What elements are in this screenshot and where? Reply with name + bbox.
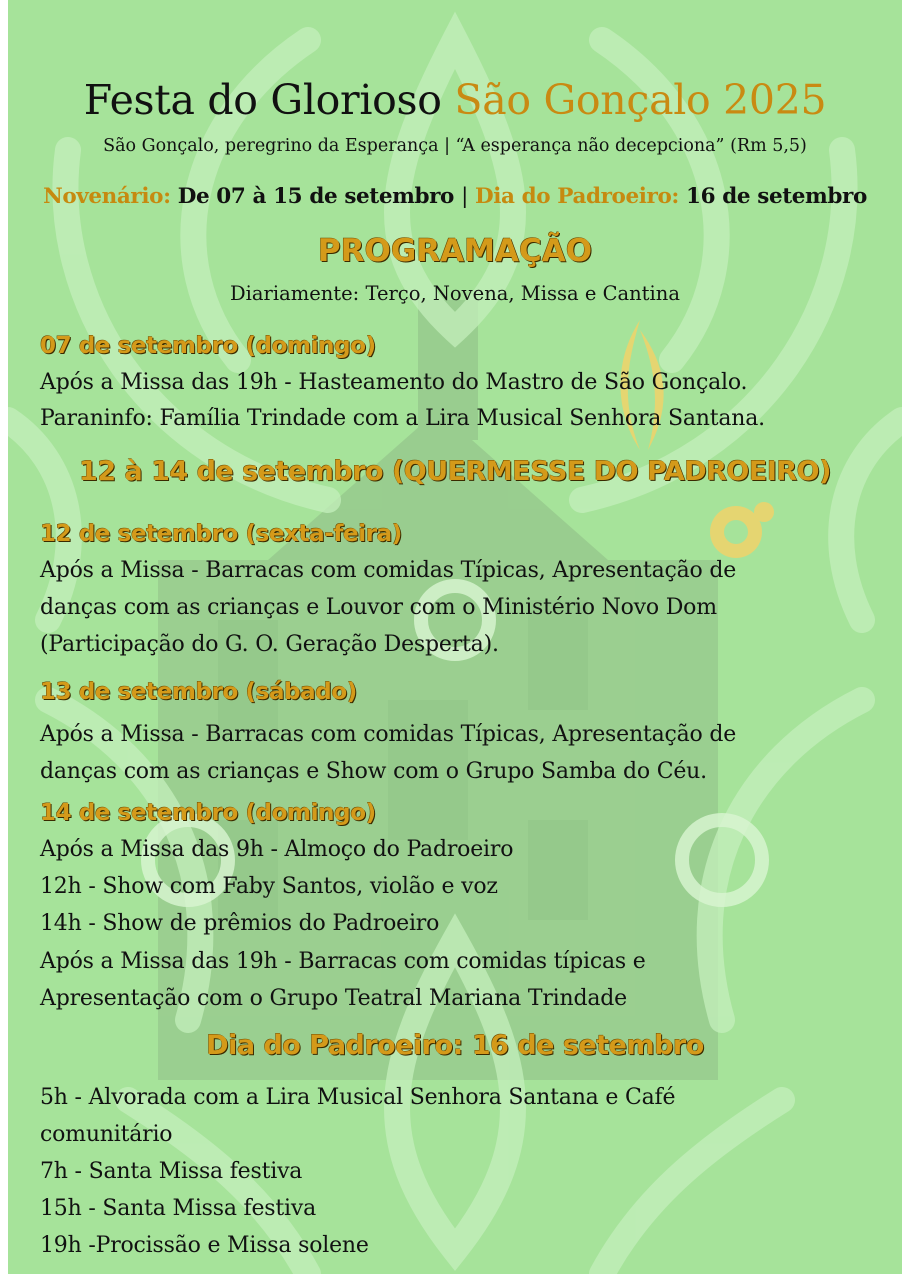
novenario-label: Novenário: [43, 184, 171, 209]
event-line: (Participação do G. O. Geração Desperta). [40, 632, 499, 657]
section-heading-sep13: 13 de setembro (sábado) [40, 679, 357, 705]
quermesse-heading: 12 à 14 de setembro (QUERMESSE DO PADROEIRO) [79, 456, 831, 487]
flyer-page [8, 0, 902, 1274]
event-line: Após a Missa - Barracas com comidas Típicas, Apresentação de [40, 722, 737, 747]
page-title [8, 74, 902, 126]
event-line: Após a Missa - Barracas com comidas Típicas, Apresentação de [40, 558, 737, 583]
padroeiro-label: Dia do Padroeiro: [467, 184, 679, 209]
event-line: Apresentação com o Grupo Teatral Mariana Trindade [40, 986, 627, 1011]
event-line: danças com as crianças e Louvor com o Ministério Novo Dom [40, 595, 717, 620]
dates-separator: | [461, 184, 468, 209]
title-main: Festa do Glorioso [83, 76, 455, 124]
section-heading-sep14: 14 de setembro (domingo) [40, 800, 376, 826]
event-line: Após a Missa das 19h - Barracas com comidas típicas e [40, 949, 646, 974]
event-line: 5h - Alvorada com a Lira Musical Senhora Santana e Café [40, 1085, 676, 1110]
programacao-heading: PROGRAMAÇÃO [317, 233, 593, 269]
event-line: 14h - Show de prêmios do Padroeiro [40, 911, 440, 936]
event-line: 15h - Santa Missa festiva [40, 1196, 317, 1221]
daily-schedule: Diariamente: Terço, Novena, Missa e Cantina [230, 282, 680, 305]
program-content [8, 0, 902, 1274]
padroeiro-value: 16 de setembro [678, 184, 867, 209]
section-heading-sep12: 12 de setembro (sexta-feira) [40, 521, 402, 547]
section-heading-sep07: 07 de setembro (domingo) [40, 333, 376, 359]
event-line: 19h -Procissão e Missa solene [40, 1233, 369, 1258]
event-line: comunitário [40, 1122, 173, 1147]
event-line: danças com as crianças e Show com o Grupo Samba do Céu. [40, 759, 707, 784]
padroeiro-day-heading: Dia do Padroeiro: 16 de setembro [206, 1030, 704, 1061]
subtitle: São Gonçalo, peregrino da Esperança | “A esperança não decepciona” (Rm 5,5) [103, 136, 807, 156]
dates-line [8, 182, 902, 212]
event-line: 12h - Show com Faby Santos, violão e voz [40, 874, 498, 899]
novenario-value: De 07 à 15 de setembro [170, 184, 462, 209]
event-line: Após a Missa das 9h - Almoço do Padroeiro [40, 837, 514, 862]
event-line: 7h - Santa Missa festiva [40, 1159, 303, 1184]
title-accent: São Gonçalo 2025 [454, 76, 827, 124]
event-line: Paraninfo: Família Trindade com a Lira Musical Senhora Santana. [40, 406, 765, 431]
event-line: Após a Missa das 19h - Hasteamento do Mastro de São Gonçalo. [40, 370, 748, 395]
